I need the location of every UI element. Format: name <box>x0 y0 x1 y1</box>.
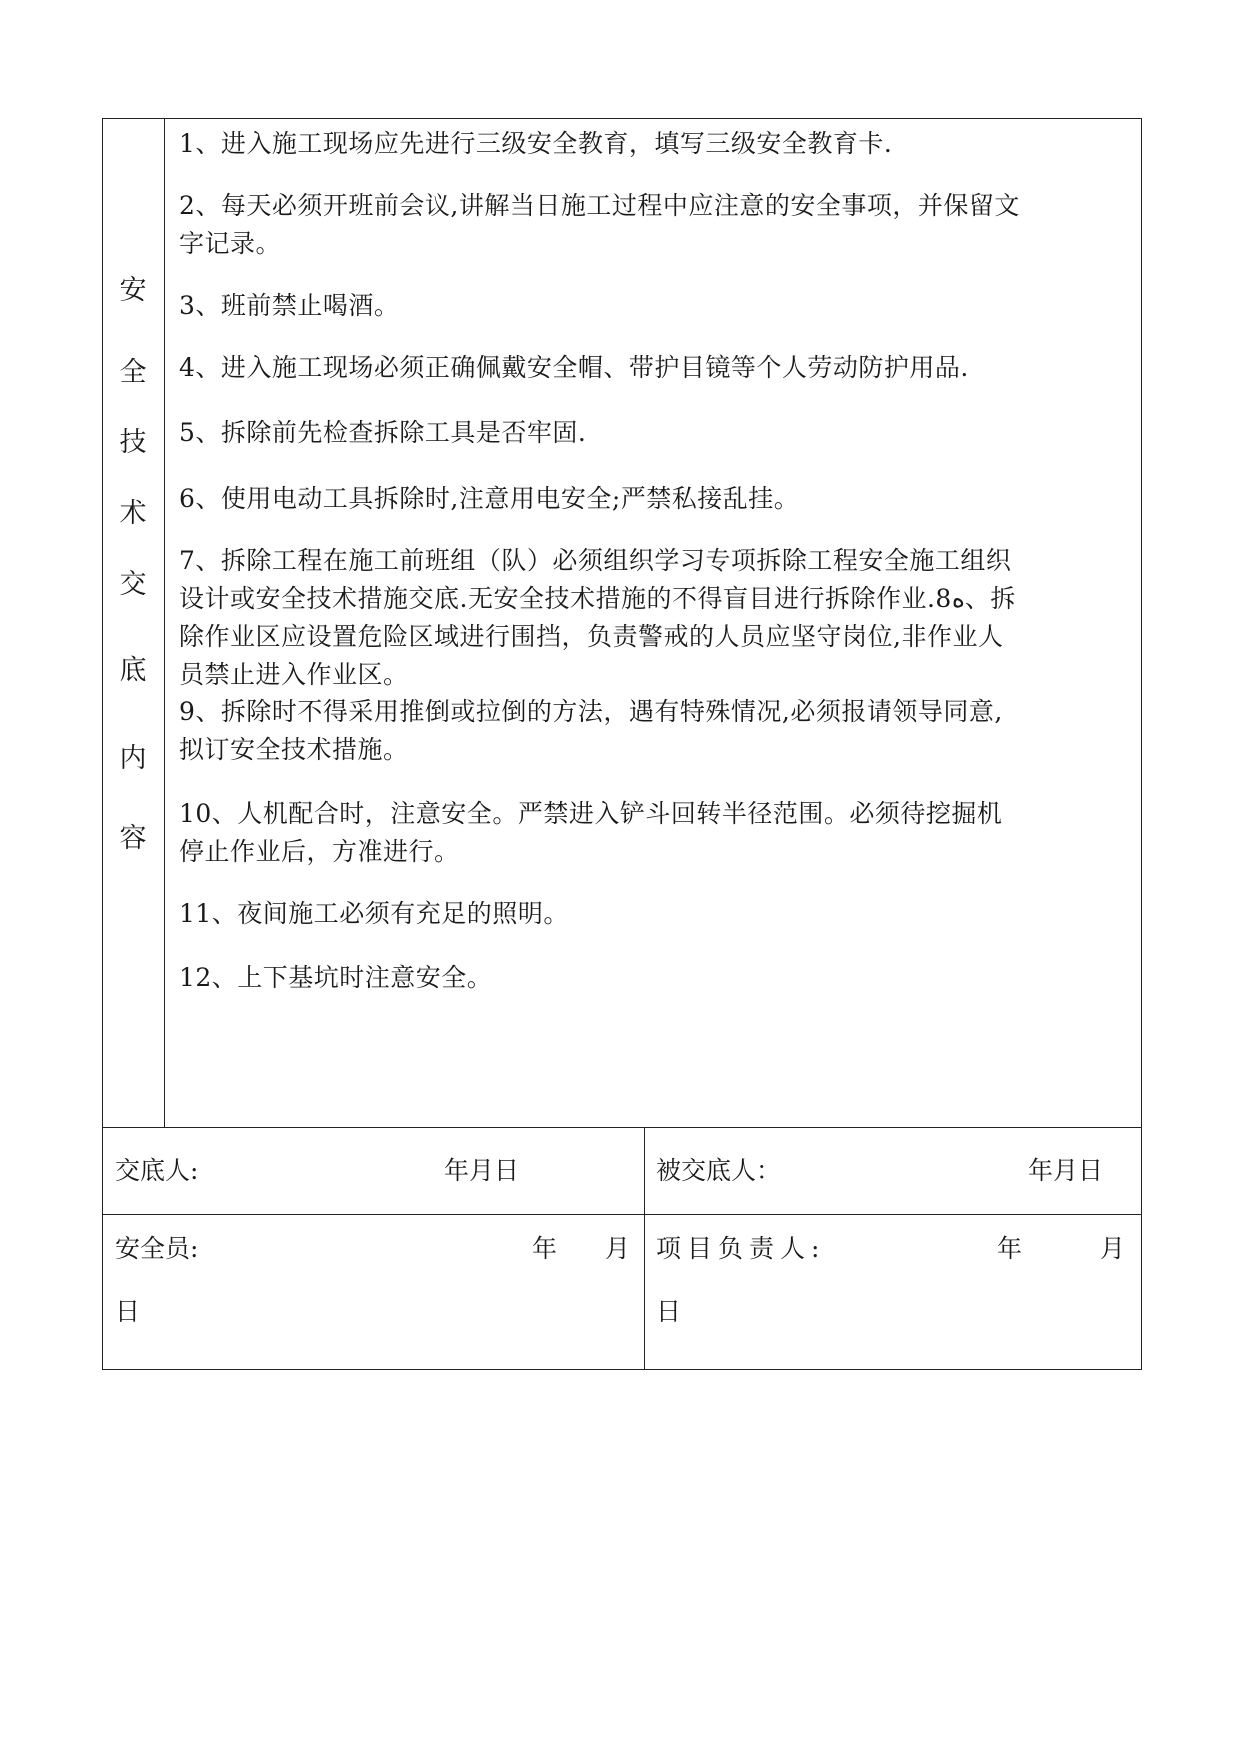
rule-line: 字记录。 <box>179 229 282 258</box>
rule-line: 员禁止进入作业区。 <box>179 660 409 689</box>
rule-item-4 <box>179 349 1131 387</box>
recipient-label: 被交底人： <box>656 1156 782 1185</box>
safety-officer-label: 安全员: <box>115 1234 199 1263</box>
rule-line: 停止作业后，方准进行。 <box>179 837 460 866</box>
discloser-date: 年月日 <box>444 1156 520 1185</box>
rule-line: 设计或安全技术措施交底.无安全技术措施的不得盲目进行拆除作业.8ه、拆 <box>179 584 1016 613</box>
rule-line: 1、进入施工现场应先进行三级安全教育，填写三级安全教育卡. <box>179 129 893 158</box>
project-lead-label: 项目负责人: <box>656 1234 826 1263</box>
rule-item-10 <box>179 795 1131 871</box>
row-divider <box>103 1127 1141 1128</box>
recipient-date: 年月日 <box>1028 1156 1104 1185</box>
rule-line: 10、人机配合时，注意安全。严禁进入铲斗回转半径范围。必须待挖掘机 <box>179 799 1003 828</box>
column-divider <box>644 1127 645 1369</box>
section-label-char: 底 <box>119 655 147 686</box>
rule-line: 拟订安全技术措施。 <box>179 735 409 764</box>
rule-line: 4、进入施工现场必须正确佩戴安全帽、带护目镜等个人劳动防护用品. <box>179 353 969 382</box>
section-label-char: 容 <box>119 823 147 854</box>
rule-line: 9、拆除时不得采用推倒或拉倒的方法，遇有特殊情况,必须报请领导同意, <box>179 697 1003 726</box>
discloser-label: 交底人: <box>115 1156 199 1185</box>
rule-line: 12、上下基坑时注意安全。 <box>179 963 493 992</box>
rule-item-6 <box>179 480 1131 518</box>
rule-item-9 <box>179 693 1131 769</box>
rule-item-11 <box>179 895 1131 933</box>
section-label-char: 交 <box>119 569 147 600</box>
section-label-char: 内 <box>119 743 147 774</box>
rule-line: 除作业区应设置危险区域进行围挡，负责警戒的人员应坚守岗位,非作业人 <box>179 622 1004 651</box>
safety-officer-year: 年 <box>532 1234 558 1263</box>
rule-item-5 <box>179 414 1131 452</box>
safety-officer-day: 日 <box>115 1297 141 1326</box>
project-lead-month: 月 <box>1100 1234 1126 1263</box>
safety-disclosure-table <box>102 118 1142 1370</box>
rule-line: 3、班前禁止喝酒。 <box>179 291 400 320</box>
section-label-char: 安 <box>119 275 147 306</box>
section-label-char: 技 <box>119 427 147 458</box>
project-lead-year: 年 <box>997 1234 1023 1263</box>
section-label-char: 术 <box>119 498 147 529</box>
section-label-cell <box>103 119 165 1127</box>
safety-officer-month: 月 <box>605 1234 631 1263</box>
rule-item-7 <box>179 542 1131 694</box>
project-lead-day: 日 <box>656 1297 682 1326</box>
rule-line: 6、使用电动工具拆除时,注意用电安全;严禁私接乱挂。 <box>179 484 800 513</box>
row-divider <box>103 1214 1141 1215</box>
disclosure-content-cell <box>165 119 1141 1127</box>
rule-line: 7、拆除工程在施工前班组（队）必须组织学习专项拆除工程安全施工组织 <box>179 546 1012 575</box>
rule-line: 11、夜间施工必须有充足的照明。 <box>179 899 569 928</box>
section-label-char: 全 <box>119 357 147 388</box>
rule-item-3 <box>179 287 1131 325</box>
rule-item-1 <box>179 125 1131 163</box>
rule-item-2 <box>179 187 1131 263</box>
rule-line: 2、每天必须开班前会议,讲解当日施工过程中应注意的安全事项，并保留文 <box>179 191 1020 220</box>
rule-item-12 <box>179 959 1131 997</box>
rule-line: 5、拆除前先检查拆除工具是否牢固. <box>179 418 587 447</box>
